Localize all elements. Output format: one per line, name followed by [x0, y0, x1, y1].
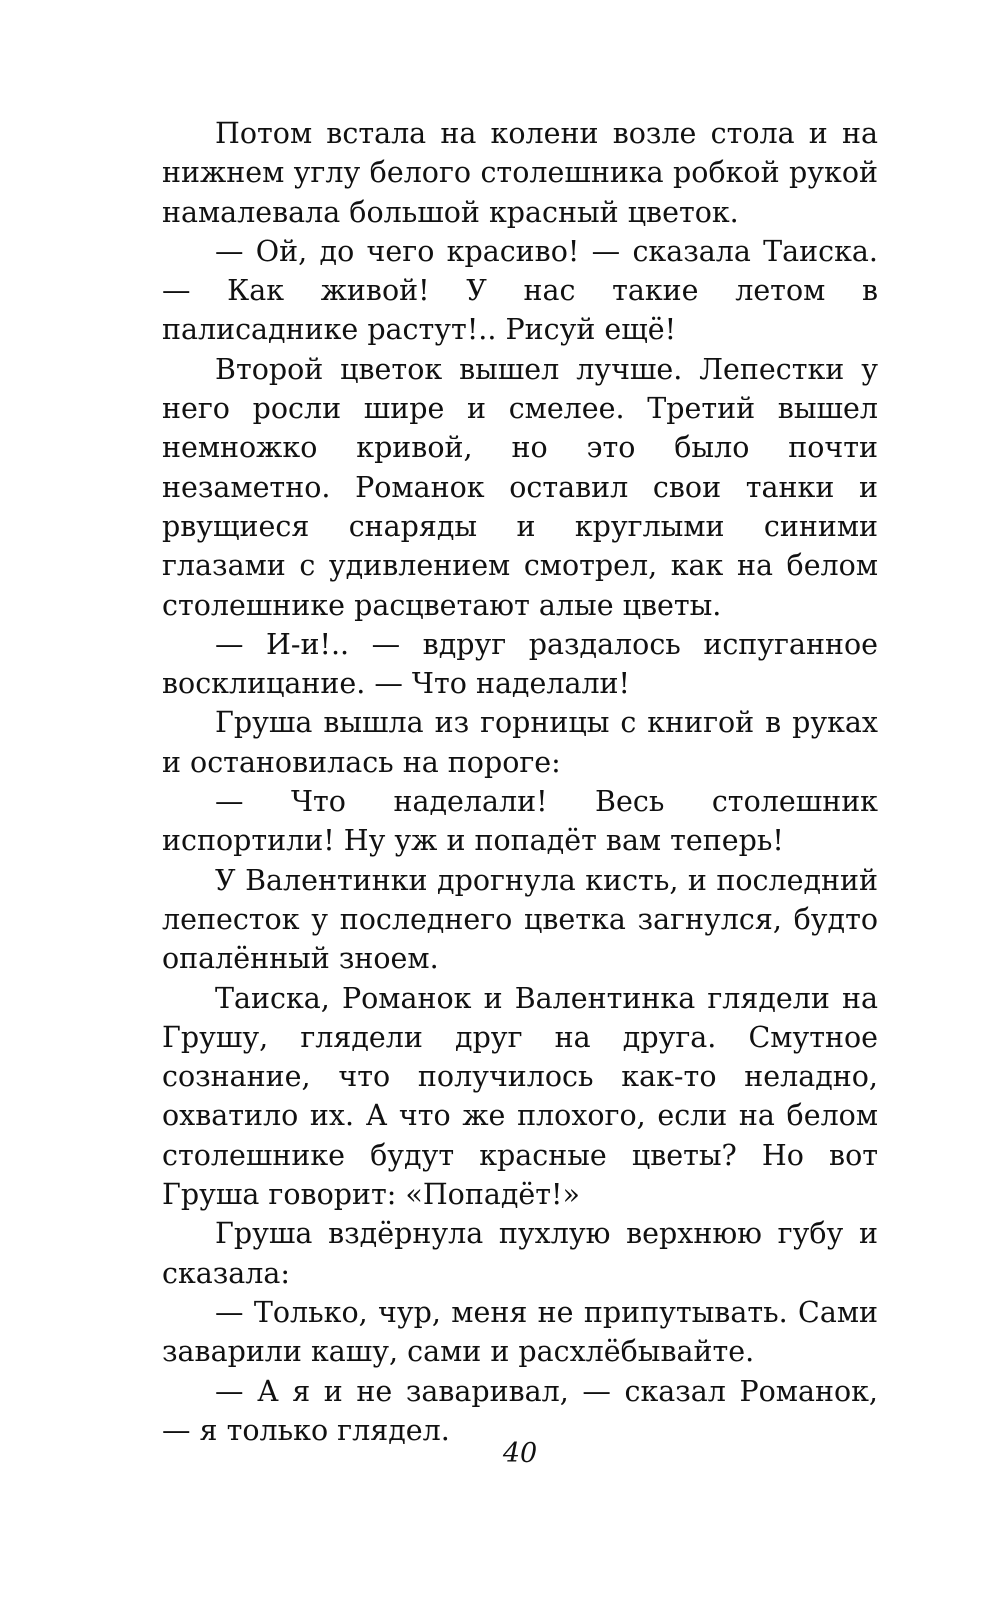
- page-text: [162, 114, 878, 1450]
- paragraph-7: У Валентинки дрогнула кисть, и последний лепесток у последнего цветка загнулся, будто опалённый зноем.: [162, 863, 878, 976]
- paragraph-3: Второй цветок вышел лучше. Лепестки у него росли шире и смелее. Третий вышел немножко кривой, но это было почти незаметно. Романок оставил свои танки и рвущиеся снаряды и круглыми синими глазами с удивлением смотрел, как на белом столешнике расцветают алые цветы.: [162, 352, 878, 622]
- paragraph-1: Потом встала на колени возле стола и на нижнем углу белого столешника робкой рукой намалевала большой красный цветок.: [162, 117, 878, 229]
- paragraph-9: Груша вздёрнула пухлую верхнюю губу и сказала:: [162, 1217, 878, 1290]
- paragraph-11: — А я и не заваривал, — сказал Романок, — я только глядел.: [162, 1374, 878, 1447]
- paragraph-8: Таиска, Романок и Валентинка глядели на Грушу, глядели друг на друга. Смутное сознание, что получилось как-то неладно, охватило их. А что же плохого, если на белом столешнике будут красные цветы? Но вот Груша говорит: «Попадёт!»: [162, 981, 878, 1212]
- paragraph-10: — Только, чур, меня не припутывать. Сами заварили кашу, сами и расхлёбывайте.: [162, 1295, 878, 1369]
- page-number: 40: [502, 1438, 538, 1469]
- paragraph-2: — Ой, до чего красиво! — сказала Таиска. — Как живой! У нас такие летом в палисаднике растут!.. Рисуй ещё!: [162, 234, 878, 347]
- paragraph-6: — Что наделали! Весь столешник испортили! Ну уж и попадёт вам теперь!: [162, 785, 878, 858]
- paragraph-5: Груша вышла из горницы с книгой в руках и остановилась на пороге:: [162, 706, 878, 779]
- paragraph-4: — И-и!.. — вдруг раздалось испуганное восклицание. — Что наделали!: [162, 627, 878, 701]
